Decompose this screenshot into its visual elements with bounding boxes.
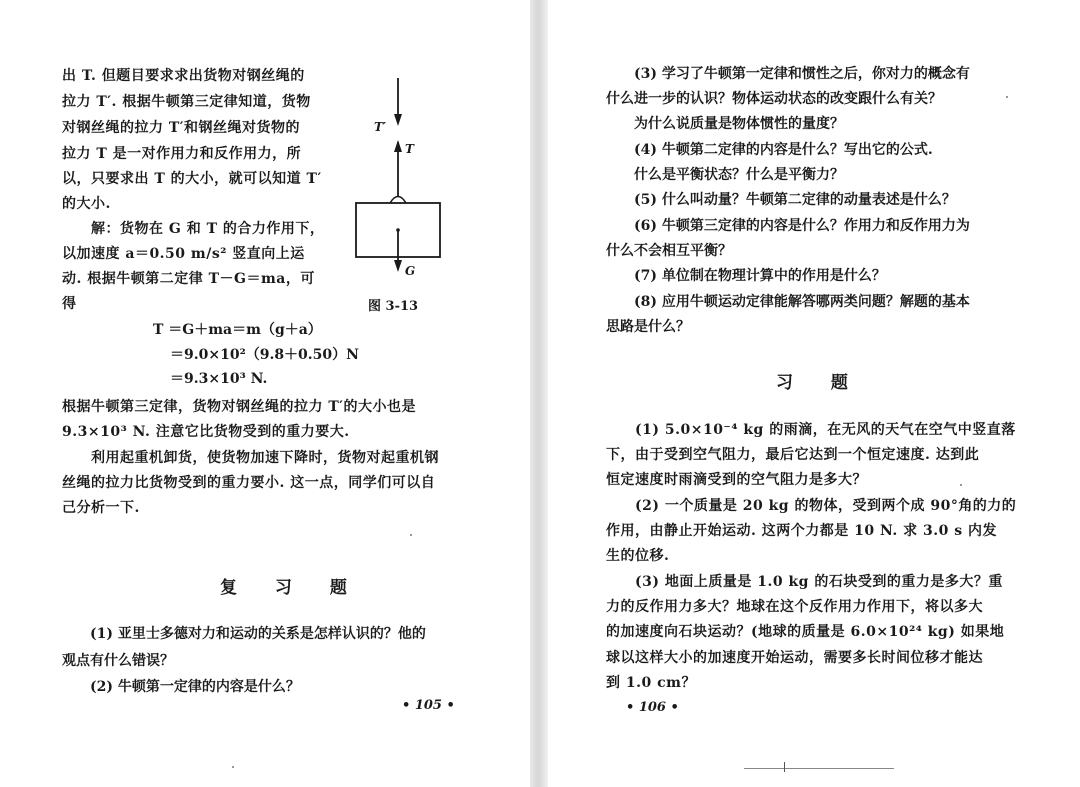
text-line: 解：货物在 G 和 T 的合力作用下， (62, 221, 325, 237)
text-line: 力的反作用力多大？地球在这个反作用力作用下，将以多大 (606, 599, 983, 615)
text-line: 什么进一步的认识？物体运动状态的改变跟什么有关？ (606, 91, 942, 107)
text-line: 出 T. 但题目要求求出货物对钢丝绳的 (62, 68, 305, 84)
text-line: 对钢丝绳的拉力 T′和钢丝绳对货物的 (62, 120, 300, 136)
text-line: (7) 单位制在物理计算中的作用是什么？ (606, 268, 886, 284)
text-line: 动. 根据牛顿第二定律 T－G＝ma，可 (62, 271, 315, 287)
scan-speck (232, 766, 234, 768)
right-page (548, 0, 1080, 787)
text-line: 拉力 T 是一对作用力和反作用力，所 (62, 146, 302, 162)
text-line: 球以这样大小的加速度开始运动，需要多长时间位移才能达 (606, 650, 983, 666)
text-line: (4) 牛顿第二定律的内容是什么？写出它的公式. (606, 142, 933, 158)
text-line: 得 (62, 296, 77, 312)
review-heading: 复 习 题 (220, 578, 363, 598)
label-g: G (405, 264, 416, 278)
text-line: (1) 亚里士多德对力和运动的关系是怎样认识的？他的 (62, 626, 426, 642)
text-line: 恒定速度时雨滴受到的空气阻力是多大？ (606, 472, 867, 488)
exercise-heading: 习 题 (776, 373, 864, 393)
equation-line: T ＝G＋ma＝m（g＋a） (153, 322, 322, 338)
scan-speck (960, 484, 962, 486)
t-arrowhead (394, 140, 402, 152)
left-page (0, 0, 530, 787)
text-line: 什么不会相互平衡？ (606, 243, 732, 259)
text-line: (2) 一个质量是 20 kg 的物体，受到两个成 90°角的力的 (606, 498, 1017, 514)
text-line: 观点有什么错误？ (62, 653, 174, 669)
scan-speck (410, 534, 412, 536)
book-gutter (530, 0, 548, 787)
page-number: • 106 • (626, 700, 679, 715)
text-line: (2) 牛顿第一定律的内容是什么？ (62, 679, 300, 695)
hook-shape (390, 197, 406, 204)
scan-tick-mark (784, 762, 785, 772)
text-line: 9.3×10³ N. 注意它比货物受到的重力要大. (62, 424, 350, 440)
scan-line-mark (744, 768, 894, 769)
label-t: T (405, 142, 414, 156)
text-line: (6) 牛顿第三定律的内容是什么？作用力和反作用力为 (606, 218, 970, 234)
text-line: (1) 5.0×10⁻⁴ kg 的雨滴，在无风的天气在空气中竖直落 (606, 422, 1016, 438)
text-line: 丝绳的拉力比货物受到的重力要小. 这一点，同学们可以自 (62, 475, 436, 491)
text-line: (8) 应用牛顿运动定律能解答哪两类问题？解题的基本 (606, 294, 970, 310)
text-line: 作用，由静止开始运动. 这两个力都是 10 N. 求 3.0 s 内发 (606, 523, 997, 539)
force-diagram-figure (340, 70, 450, 280)
equation-line: ＝9.0×10²（9.8＋0.50）N (170, 347, 359, 363)
text-line: 什么是平衡状态？什么是平衡力？ (606, 167, 844, 183)
t-prime-arrowhead (394, 114, 402, 126)
text-line: (3) 地面上质量是 1.0 kg 的石块受到的重力是多大？重 (606, 574, 1003, 590)
text-line: 根据牛顿第三定律，货物对钢丝绳的拉力 T′的大小也是 (62, 399, 416, 415)
text-line: 为什么说质量是物体惯性的量度？ (606, 116, 844, 132)
text-line: (3) 学习了牛顿第一定律和惯性之后，你对力的概念有 (606, 66, 970, 82)
text-line: (5) 什么叫动量？牛顿第二定律的动量表述是什么？ (606, 192, 956, 208)
figure-caption: 图 3-13 (368, 299, 419, 314)
text-line: 己分析一下. (62, 500, 140, 516)
text-line: 下，由于受到空气阻力，最后它达到一个恒定速度. 达到此 (606, 447, 980, 463)
page-number: • 105 • (402, 698, 455, 713)
text-line: 以，只要求出 T 的大小，就可以知道 T′ (62, 171, 322, 187)
label-t-prime: T′ (374, 120, 387, 134)
text-line: 的加速度向石块运动？(地球的质量是 6.0×10²⁴ kg) 如果地 (606, 624, 1005, 640)
equation-line: ＝9.3×10³ N. (170, 371, 268, 387)
text-line: 的大小. (62, 196, 111, 212)
g-arrowhead (394, 260, 402, 272)
scan-speck (1006, 96, 1008, 98)
text-line: 以加速度 a＝0.50 m/s² 竖直向上运 (62, 246, 305, 262)
text-line: 拉力 T′. 根据牛顿第三定律知道，货物 (62, 94, 311, 110)
text-line: 到 1.0 cm？ (606, 675, 696, 691)
text-line: 利用起重机卸货，使货物加速下降时，货物对起重机钢 (62, 450, 439, 466)
text-line: 思路是什么？ (606, 319, 690, 335)
text-line: 生的位移. (606, 548, 670, 564)
